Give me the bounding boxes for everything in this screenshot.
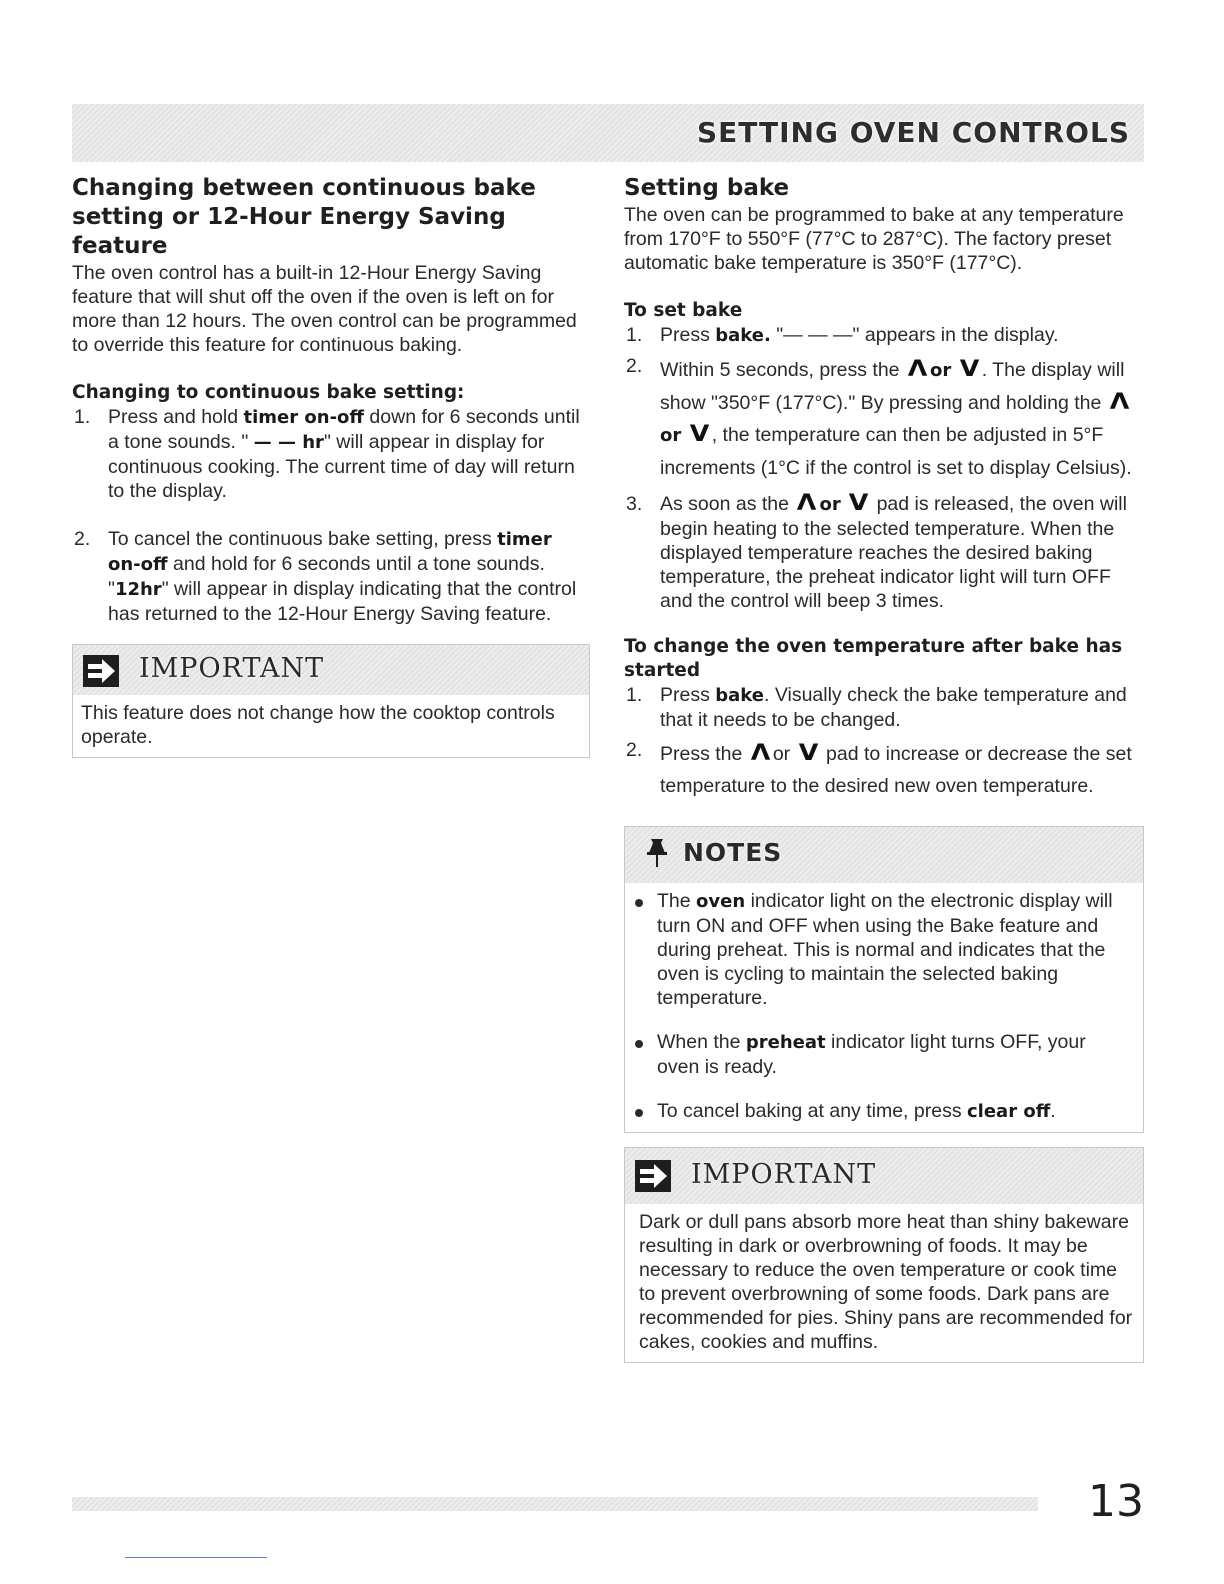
bullet-icon xyxy=(635,1109,643,1117)
list-item: 2. Within 5 seconds, press the Λ or V . The display will show "350°F (177°C)." By pressing and holding the Λor V , the temperature can then be adjusted in 5°F increments (1°C if the control is set to display Celsius). xyxy=(626,355,1132,479)
set-bake-steps xyxy=(624,323,1144,613)
step-number: 2. xyxy=(626,739,643,761)
down-arrow-icon: V xyxy=(798,741,818,766)
down-arrow-icon: V xyxy=(848,491,869,516)
step-number: 1. xyxy=(74,406,91,428)
step-number: 1. xyxy=(626,684,643,706)
continuous-bake-heading: Changing between continuous bake setting or 12-Hour Energy Saving feature xyxy=(72,175,536,259)
list-item: 2. Press the Λ or V pad to increase or decrease the set temperature to the desired new oven temperature. xyxy=(626,739,1132,797)
key-label: bake xyxy=(715,685,764,706)
list-item: To cancel baking at any time, press clear off. xyxy=(625,1099,1133,1124)
set-bake-heading: To set bake xyxy=(624,300,743,321)
section-header-bar xyxy=(72,104,1144,162)
pushpin-icon xyxy=(645,837,673,869)
right-column xyxy=(624,174,1144,1363)
change-temp-steps xyxy=(624,683,1144,802)
important-text: This feature does not change how the cooktop controls operate. xyxy=(81,702,555,748)
bullet-icon xyxy=(635,1040,643,1048)
key-label: timer on-off xyxy=(108,529,552,575)
notes-list xyxy=(625,889,1133,1124)
list-item: When the preheat indicator light turns OFF, your oven is ready. xyxy=(625,1030,1133,1079)
important-box xyxy=(72,644,590,758)
page-number: 13 xyxy=(1088,1476,1144,1527)
continuous-bake-steps xyxy=(72,405,590,626)
key-label: timer on-off xyxy=(243,407,364,428)
continuous-bake-intro: The oven control has a built-in 12-Hour Energy Saving feature that will shut off the oven if the oven is left on for more than 12 hours. The oven control can be programmed to override this feature for continuous baking. xyxy=(72,262,577,356)
up-arrow-icon: Λ xyxy=(797,491,817,516)
step-number: 2. xyxy=(626,355,643,377)
list-item: The oven indicator light on the electronic display will turn ON and OFF when using the Bake feature and during preheat. This is normal and indicates that the oven is cycling to maintain the selected baking temperature. xyxy=(625,889,1133,1010)
display-text: — — hr xyxy=(253,432,324,453)
step-number: 3. xyxy=(626,493,643,515)
notes-label: NOTES xyxy=(683,838,783,867)
step-number: 1. xyxy=(626,324,643,346)
down-arrow-icon: V xyxy=(959,357,979,382)
arrow-right-icon xyxy=(635,1160,671,1192)
list-item: 3. As soon as the Λ or V pad is released, the oven will begin heating to the selected temperature. When the displayed temperature reaches the desired baking temperature, the preheat indicator light will turn OFF and the control will beep 3 times. xyxy=(626,491,1127,612)
important-box-header xyxy=(625,1148,1143,1204)
list-item: 1. Press bake. "— — —" appears in the display. xyxy=(626,324,1059,346)
display-text: 12hr xyxy=(114,579,162,600)
notes-box xyxy=(624,826,1144,1133)
important-box xyxy=(624,1147,1144,1363)
important-box-header xyxy=(73,645,589,695)
important-label: IMPORTANT xyxy=(139,653,325,684)
up-arrow-icon: Λ xyxy=(907,357,928,382)
left-column xyxy=(72,174,590,758)
step-number: 2. xyxy=(74,528,91,550)
key-label: bake. xyxy=(715,325,771,346)
setting-bake-heading: Setting bake xyxy=(624,175,790,201)
up-arrow-icon: Λ xyxy=(1109,390,1130,415)
footer-bar xyxy=(72,1497,1038,1511)
notes-box-header xyxy=(625,827,1143,883)
setting-bake-intro: The oven can be programmed to bake at any temperature from 170°F to 550°F (77°C to 287°C). The factory preset automatic bake temperature is 350°F (177°C). xyxy=(624,204,1124,274)
important-label: IMPORTANT xyxy=(691,1159,877,1190)
arrow-right-icon xyxy=(83,655,119,687)
continuous-bake-subheading: Changing to continuous bake setting: xyxy=(72,382,465,403)
up-arrow-icon: Λ xyxy=(750,741,771,766)
section-title: SETTING OVEN CONTROLS xyxy=(696,116,1130,149)
footer-divider xyxy=(125,1557,267,1558)
important-text: Dark or dull pans absorb more heat than shiny bakeware resulting in dark or overbrowning of foods. It may be necessary to reduce the oven temperature or cook time to prevent overbrowning of some foods. Dark pans are recommended for pies. Shiny pans are recommended for cakes, cookies and muffins. xyxy=(639,1211,1133,1353)
bullet-icon xyxy=(635,899,643,907)
list-item: 2. To cancel the continuous bake setting, press timer on-off and hold for 6 seconds until a tone sounds. "12hr" will appear in display indicating that the control has returned to the 12-Hour Energy Saving feature. xyxy=(74,528,577,625)
down-arrow-icon: V xyxy=(689,422,709,447)
list-item: 1. Press and hold timer on-off down for 6 seconds until a tone sounds. " — — hr" will appear in display for continuous cooking. The current time of day will return to the display. xyxy=(74,406,580,502)
change-temp-heading: To change the oven temperature after bake has started xyxy=(624,636,1123,681)
list-item: 1. Press bake. Visually check the bake temperature and that it needs to be changed. xyxy=(626,684,1127,731)
